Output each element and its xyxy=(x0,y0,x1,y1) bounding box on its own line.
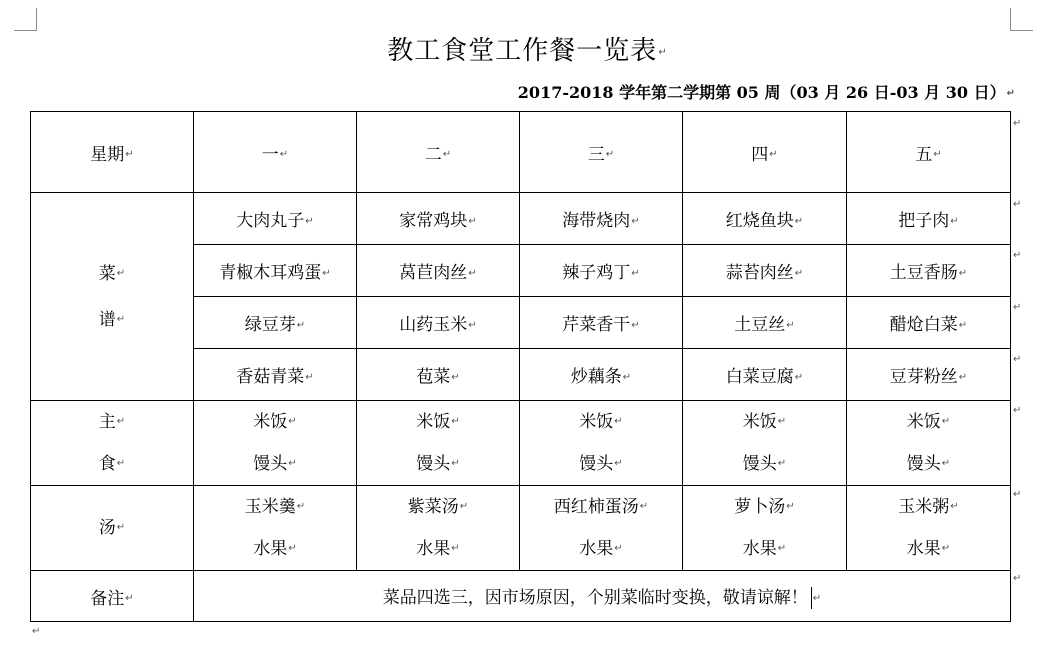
paragraph-mark-icon: ↵ xyxy=(941,416,951,427)
paragraph-mark-icon: ↵ xyxy=(468,319,477,331)
cell-text: 红烧鱼块 xyxy=(725,211,794,231)
cell-menu-label[interactable] xyxy=(31,193,194,401)
cell-text: 香菇青菜 xyxy=(236,367,305,387)
cell-weekday-label[interactable] xyxy=(31,112,194,193)
cell-dish[interactable] xyxy=(194,297,357,349)
cell-text: 三 xyxy=(587,144,605,165)
cell-day-5[interactable] xyxy=(847,112,1011,193)
paragraph-mark-icon: ↵ xyxy=(950,215,959,227)
cell-soup[interactable] xyxy=(683,486,847,571)
cell-text: 蒜苔肉丝 xyxy=(725,263,794,283)
paragraph-mark-icon: ↵ xyxy=(933,149,942,160)
row-end-mark-icon: ↵ xyxy=(1013,405,1022,416)
row-end-mark-icon: ↵ xyxy=(1013,250,1022,261)
cell-text: 水果 xyxy=(906,539,941,559)
cell-text: 一 xyxy=(261,144,279,165)
cell-dish[interactable] xyxy=(194,245,357,297)
cell-dish[interactable] xyxy=(683,245,847,297)
cell-dish[interactable] xyxy=(683,193,847,245)
cell-text: 馒头 xyxy=(253,454,288,474)
cell-dish[interactable] xyxy=(520,193,683,245)
cell-text: 星期 xyxy=(90,144,125,165)
menu-table xyxy=(30,111,1011,622)
table-row-staple xyxy=(31,401,1011,486)
cell-staple[interactable] xyxy=(357,401,520,486)
paragraph-mark-icon: ↵ xyxy=(958,371,968,383)
paragraph-mark-icon: ↵ xyxy=(305,215,314,227)
cell-text: 玉米羹 xyxy=(244,497,296,517)
row-end-mark-icon: ↵ xyxy=(1013,118,1022,129)
cell-text: 馒头 xyxy=(742,454,777,474)
row-end-mark-icon: ↵ xyxy=(1013,573,1022,584)
paragraph-mark-icon: ↵ xyxy=(296,319,306,331)
cell-soup[interactable] xyxy=(194,486,357,571)
cell-text: 紫菜汤 xyxy=(407,497,459,517)
cell-staple[interactable] xyxy=(194,401,357,486)
cell-text: 芹菜香干 xyxy=(562,315,631,335)
cell-dish[interactable] xyxy=(683,297,847,349)
cell-text: 谱 xyxy=(98,309,116,330)
crop-mark-top-left xyxy=(14,8,37,31)
row-end-mark-icon: ↵ xyxy=(1013,199,1022,210)
cell-dish[interactable] xyxy=(520,297,683,349)
subtitle-text: 2017-2018 学年第二学期第 05 周（03 月 26 日-03 月 30 日） xyxy=(517,83,1006,102)
cell-text: 大肉丸子 xyxy=(236,211,305,231)
paragraph-mark-icon: ↵ xyxy=(950,501,959,512)
paragraph-mark-icon: ↵ xyxy=(296,501,306,512)
cell-text: 食 xyxy=(98,454,116,474)
table-row-menu-1 xyxy=(31,193,1011,245)
cell-text: 菜 xyxy=(98,263,116,284)
paragraph-mark-icon: ↵ xyxy=(941,543,951,554)
crop-mark-top-right xyxy=(1010,8,1033,31)
paragraph-mark-icon: ↵ xyxy=(125,593,134,604)
cell-text: 绿豆芽 xyxy=(244,315,296,335)
cell-dish[interactable] xyxy=(357,193,520,245)
row-end-mark-icon: ↵ xyxy=(1013,489,1022,500)
paragraph-mark-icon: ↵ xyxy=(631,215,640,227)
cell-text: 二 xyxy=(424,144,442,165)
paragraph-mark-icon: ↵ xyxy=(658,46,668,58)
paragraph-mark-icon: ↵ xyxy=(451,416,460,427)
paragraph-mark-icon: ↵ xyxy=(116,522,126,533)
paragraph-mark-icon: ↵ xyxy=(622,371,632,383)
cell-text: 土豆香肠 xyxy=(889,263,958,283)
cell-text: 水果 xyxy=(579,539,614,559)
cell-dish[interactable] xyxy=(847,297,1011,349)
paragraph-mark-icon: ↵ xyxy=(116,416,126,427)
paragraph-mark-icon: ↵ xyxy=(322,267,331,279)
paragraph-mark-icon: ↵ xyxy=(305,371,314,383)
paragraph-mark-icon: ↵ xyxy=(769,149,778,160)
cell-text: 主 xyxy=(98,412,116,432)
cell-text: 炒藕条 xyxy=(570,367,622,387)
paragraph-mark-icon: ↵ xyxy=(958,319,968,331)
paragraph-mark-icon: ↵ xyxy=(451,543,460,554)
cell-text: 白菜豆腐 xyxy=(725,367,794,387)
paragraph-mark-icon: ↵ xyxy=(614,458,623,469)
paragraph-mark-icon: ↵ xyxy=(451,371,460,383)
cell-day-1[interactable] xyxy=(194,112,357,193)
paragraph-mark-icon: ↵ xyxy=(32,626,41,637)
cell-text: 青椒木耳鸡蛋 xyxy=(219,263,322,283)
cell-dish[interactable] xyxy=(847,245,1011,297)
cell-dish[interactable] xyxy=(194,193,357,245)
paragraph-mark-icon: ↵ xyxy=(451,458,460,469)
cell-text: 萝卜汤 xyxy=(734,497,786,517)
cell-text: 备注 xyxy=(90,588,125,609)
title-text: 教工食堂工作餐一览表 xyxy=(387,36,658,66)
paragraph-mark-icon: ↵ xyxy=(941,458,951,469)
cell-staple[interactable] xyxy=(520,401,683,486)
paragraph-mark-icon: ↵ xyxy=(794,267,804,279)
paragraph-mark-icon: ↵ xyxy=(631,267,640,279)
cell-text: 西红柿蛋汤 xyxy=(553,497,639,517)
paragraph-mark-icon: ↵ xyxy=(288,458,297,469)
row-end-mark-icon: ↵ xyxy=(1013,354,1022,365)
paragraph-mark-icon: ↵ xyxy=(288,543,297,554)
row-end-mark-icon: ↵ xyxy=(1013,302,1022,313)
cell-text: 玉米粥 xyxy=(898,497,950,517)
cell-remarks-label[interactable] xyxy=(31,571,194,622)
cell-text: 莴苣肉丝 xyxy=(399,263,468,283)
paragraph-mark-icon: ↵ xyxy=(777,543,787,554)
paragraph-mark-icon: ↵ xyxy=(786,319,795,331)
cell-dish[interactable] xyxy=(847,193,1011,245)
cell-text: 水果 xyxy=(416,539,451,559)
cell-text: 米饭 xyxy=(906,412,941,432)
cell-dish[interactable] xyxy=(847,349,1011,401)
cell-staple-label[interactable] xyxy=(31,401,194,486)
paragraph-mark-icon: ↵ xyxy=(958,267,968,279)
week-subtitle[interactable] xyxy=(518,80,1015,103)
cell-text: 米饭 xyxy=(742,412,777,432)
cell-text: 馒头 xyxy=(416,454,451,474)
paragraph-mark-icon: ↵ xyxy=(442,149,452,160)
paragraph-mark-icon: ↵ xyxy=(812,592,822,604)
paragraph-mark-icon: ↵ xyxy=(777,458,787,469)
paragraph-mark-icon: ↵ xyxy=(279,149,289,160)
cell-text: 菜品四选三，因市场原因，个别菜临时变换，敬请谅解！ xyxy=(382,588,808,608)
cell-soup[interactable] xyxy=(520,486,683,571)
cell-soup[interactable] xyxy=(847,486,1011,571)
paragraph-mark-icon: ↵ xyxy=(1006,88,1015,99)
cell-text: 苞菜 xyxy=(416,367,451,387)
paragraph-mark-icon: ↵ xyxy=(288,416,297,427)
cell-text: 馒头 xyxy=(906,454,941,474)
cell-soup-label[interactable] xyxy=(31,486,194,571)
cell-day-4[interactable] xyxy=(683,112,847,193)
cell-text: 辣子鸡丁 xyxy=(562,263,631,283)
cell-text: 海带烧肉 xyxy=(562,211,631,231)
paragraph-mark-icon: ↵ xyxy=(116,458,126,469)
document-title[interactable] xyxy=(0,30,1055,67)
cell-dish[interactable] xyxy=(683,349,847,401)
cell-text: 家常鸡块 xyxy=(399,211,468,231)
cell-text: 米饭 xyxy=(579,412,614,432)
paragraph-mark-icon: ↵ xyxy=(631,319,640,331)
cell-text: 水果 xyxy=(742,539,777,559)
cell-text: 四 xyxy=(751,144,769,165)
cell-text: 山药玉米 xyxy=(399,315,468,335)
paragraph-mark-icon: ↵ xyxy=(639,501,649,512)
table-row-header xyxy=(31,112,1011,193)
paragraph-mark-icon: ↵ xyxy=(125,149,134,160)
cell-text: 五 xyxy=(915,144,933,165)
cell-text: 米饭 xyxy=(253,412,288,432)
paragraph-mark-icon: ↵ xyxy=(794,371,804,383)
cell-dish[interactable] xyxy=(357,349,520,401)
paragraph-mark-icon: ↵ xyxy=(116,267,126,279)
paragraph-mark-icon: ↵ xyxy=(459,501,469,512)
paragraph-mark-icon: ↵ xyxy=(468,267,477,279)
paragraph-mark-icon: ↵ xyxy=(794,215,804,227)
paragraph-mark-icon: ↵ xyxy=(468,215,477,227)
cell-dish[interactable] xyxy=(194,349,357,401)
cell-dish[interactable] xyxy=(520,245,683,297)
cell-text: 土豆丝 xyxy=(734,315,786,335)
cell-text: 汤 xyxy=(98,518,116,538)
cell-day-2[interactable] xyxy=(357,112,520,193)
table-row-soup xyxy=(31,486,1011,571)
table-row-remarks xyxy=(31,571,1011,622)
paragraph-mark-icon: ↵ xyxy=(614,543,623,554)
cell-remarks-text[interactable] xyxy=(194,571,1011,622)
text-cursor xyxy=(811,587,812,609)
cell-soup[interactable] xyxy=(357,486,520,571)
cell-text: 豆芽粉丝 xyxy=(889,367,958,387)
cell-dish[interactable] xyxy=(520,349,683,401)
paragraph-mark-icon: ↵ xyxy=(116,313,126,325)
cell-text: 馒头 xyxy=(579,454,614,474)
cell-text: 水果 xyxy=(253,539,288,559)
cell-text: 米饭 xyxy=(416,412,451,432)
cell-dish[interactable] xyxy=(357,297,520,349)
paragraph-mark-icon: ↵ xyxy=(614,416,623,427)
cell-day-3[interactable] xyxy=(520,112,683,193)
paragraph-mark-icon: ↵ xyxy=(786,501,795,512)
cell-staple[interactable] xyxy=(847,401,1011,486)
cell-text: 把子肉 xyxy=(898,211,950,231)
cell-dish[interactable] xyxy=(357,245,520,297)
cell-staple[interactable] xyxy=(683,401,847,486)
paragraph-mark-icon: ↵ xyxy=(605,149,615,160)
paragraph-mark-icon: ↵ xyxy=(777,416,787,427)
cell-text: 醋炝白菜 xyxy=(889,315,958,335)
